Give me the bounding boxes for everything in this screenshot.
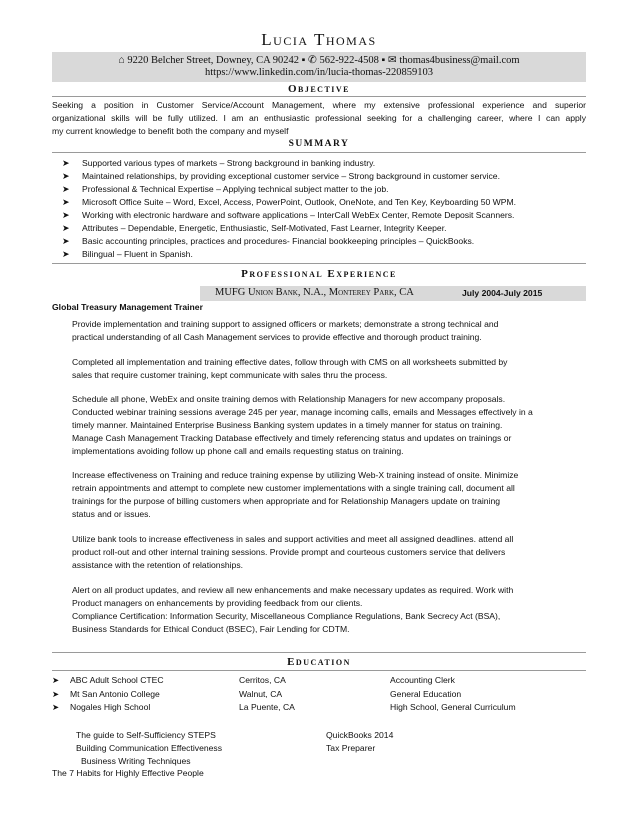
training-list (326, 729, 393, 755)
arrow-bullet-icon: ➤ (62, 184, 70, 194)
school-name: ABC Adult School CTEC (70, 675, 164, 685)
school-program: Accounting Clerk (390, 675, 455, 685)
list-item (62, 196, 582, 209)
summary-text: Microsoft Office Suite – Word, Excel, Access, PowerPoint, Outlook, OneNote, and Ten Key, Keyboarding 50 WPM. (82, 197, 517, 207)
arrow-bullet-icon: ➤ (62, 236, 70, 246)
experience-paragraph (72, 356, 572, 382)
summary-text: Professional & Technical Expertise – Applying technical subject matter to the job. (82, 184, 389, 194)
paragraph-line: Conducted webinar training sessions average 245 per year, manage incoming calls, emails and Messages effectively in a (72, 407, 533, 417)
candidate-name: Lucia Thomas (261, 30, 377, 49)
paragraph-line: Schedule all phone, WebEx and onsite training demos with Relationship Managers for new accompany proposals. (72, 394, 506, 404)
training-list (76, 729, 222, 768)
objective-line: Seeking a position in Customer Service/Account Management, where my extensive professional experience and superior (52, 100, 586, 110)
paragraph-line: Manage Cash Management Tracking Database effectively and timely referencing status and updates on trainings or (72, 433, 512, 443)
training-item: Tax Preparer (326, 743, 376, 753)
contact-line: ⌂ 9220 Belcher Street, Downey, CA 90242 ▪ ✆ 562-922-4508 ▪ ✉ thomas4business@mail.com (118, 55, 520, 66)
summary-heading: SUMMARY (288, 139, 350, 149)
school-name: Nogales High School (70, 702, 151, 712)
education-row (52, 702, 612, 715)
paragraph-line: implementations avoiding follow up phone call and emails requesting status on training. (72, 446, 404, 456)
training-item: The guide to Self-Sufficiency STEPS (76, 730, 216, 740)
school-city: Walnut, CA (239, 689, 283, 699)
paragraph-line: Provide implementation and training support to assigned officers or markets; demonstrate a strong technical and (72, 319, 499, 329)
arrow-bullet-icon: ➤ (62, 210, 70, 220)
experience-paragraph (72, 393, 572, 458)
school-city: La Puente, CA (239, 702, 295, 712)
arrow-bullet-icon: ➤ (52, 675, 60, 685)
education-heading: Education (287, 656, 351, 668)
paragraph-line: Product managers on enhancements by providing feedback from our clients. (72, 598, 363, 608)
paragraph-line: practical understanding of all Cash Management services to provide effective and thorough product training. (72, 332, 482, 342)
divider (52, 152, 586, 153)
list-item (62, 235, 582, 248)
training-item: Business Writing Techniques (81, 756, 191, 766)
arrow-bullet-icon: ➤ (62, 249, 70, 259)
education-row (52, 675, 612, 688)
school-name: Mt San Antonio College (70, 689, 160, 699)
arrow-bullet-icon: ➤ (62, 171, 70, 181)
employment-dates: July 2004-July 2015 (462, 288, 543, 298)
list-item (62, 157, 582, 170)
arrow-bullet-icon: ➤ (52, 702, 60, 712)
training-item: The 7 Habits for Highly Effective People (52, 768, 204, 778)
arrow-bullet-icon: ➤ (62, 223, 70, 233)
divider (52, 263, 586, 264)
education-row (52, 689, 612, 702)
arrow-bullet-icon: ➤ (62, 197, 70, 207)
school-program: General Education (390, 689, 462, 699)
experience-heading: Professional Experience (241, 268, 397, 280)
paragraph-line: product roll-out and other internal training sessions. Provide prompt and courteous customers service that delivers (72, 547, 506, 557)
divider (52, 670, 586, 671)
paragraph-line: status and or issues. (72, 509, 151, 519)
list-item (62, 183, 582, 196)
paragraph-line: sales that require customer training, kept communicate with sales thru the process. (72, 370, 388, 380)
objective-heading: Objective (287, 83, 351, 95)
arrow-bullet-icon: ➤ (52, 689, 60, 699)
summary-text: Working with electronic hardware and software applications – InterCall WebEx Center, Remote Deposit Scanners. (82, 210, 515, 220)
objective-text (52, 99, 586, 138)
arrow-bullet-icon: ➤ (62, 158, 70, 168)
summary-text: Attributes – Dependable, Energetic, Enthusiastic, Self-Motivated, Fast Learner, Integrity Keeper. (82, 223, 447, 233)
experience-paragraph (72, 533, 572, 572)
summary-text: Bilingual – Fluent in Spanish. (82, 249, 193, 259)
divider (52, 652, 586, 653)
linkedin-link[interactable]: https://www.linkedin.com/in/lucia-thomas-220859103 (205, 67, 433, 78)
paragraph-line: assistance with the retention of relationships. (72, 560, 244, 570)
school-city: Cerritos, CA (239, 675, 286, 685)
paragraph-line: Completed all implementation and training effective dates, follow through with CMS on all worksheets submitted by (72, 357, 508, 367)
summary-text: Basic accounting principles, practices and procedures- Financial bookkeeping principles – QuickBooks. (82, 236, 475, 246)
list-item (62, 170, 582, 183)
employer-name: MUFG Union Bank, N.A., Monterey Park, CA (215, 287, 414, 298)
experience-paragraph (72, 584, 572, 636)
list-item (62, 248, 582, 261)
paragraph-line: Business Standards for Ethical Conduct (BSEC), Fair Lending for CDTM. (72, 624, 350, 634)
paragraph-line: timely manner. Maintained Enterprise Business Banking system updates in a timely manner for status on training. (72, 420, 503, 430)
list-item (62, 222, 582, 235)
experience-paragraph (72, 469, 572, 521)
training-item: QuickBooks 2014 (326, 730, 394, 740)
paragraph-line: Increase effectiveness on Training and reduce training expense by utilizing Web-X training instead of onsite. Minimize (72, 470, 519, 480)
divider (52, 96, 586, 97)
job-title: Global Treasury Management Trainer (52, 302, 203, 312)
experience-paragraph (72, 318, 572, 344)
training-item: Building Communication Effectiveness (76, 743, 223, 753)
objective-line: organizational skills will be fully utilized. I am an enthusiastic professional seeking for a challenging career, where I can apply (52, 113, 586, 123)
paragraph-line: Alert on all product updates, and review all new enhancements and make necessary updates as required. Work with (72, 585, 514, 595)
school-program: High School, General Curriculum (390, 702, 516, 712)
paragraph-line: trainings for the purpose of billing customers when appropriate and for Relationship Managers update on training (72, 496, 501, 506)
paragraph-line: Utilize bank tools to increase effectiveness in sales and support activities and meet all assigned deadlines. attend all (72, 534, 514, 544)
paragraph-line: retrain appointments and attempt to complete new customer implementations with a single training call, document all (72, 483, 515, 493)
list-item (62, 209, 582, 222)
objective-line: my current knowledge to benefit both the company and myself (52, 126, 289, 136)
summary-text: Supported various types of markets – Strong background in banking industry. (82, 158, 376, 168)
summary-text: Maintained relationships, by providing exceptional customer service – Strong background in customer service. (82, 171, 500, 181)
summary-list (62, 157, 582, 261)
paragraph-line: Compliance Certification: Information Security, Miscellaneous Compliance Regulations, Bank Secrecy Act (BSA), (72, 611, 501, 621)
